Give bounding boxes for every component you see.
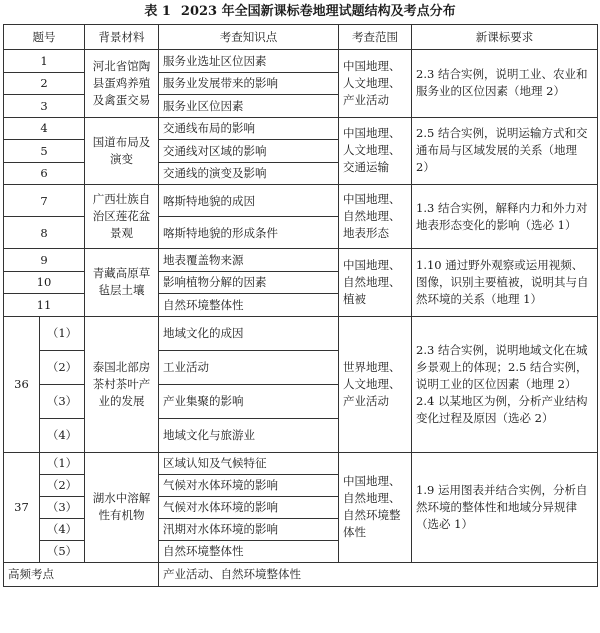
question-number: 3 bbox=[4, 95, 85, 118]
knowledge-point: 地域文化与旅游业 bbox=[159, 418, 339, 452]
header-number: 题号 bbox=[4, 25, 85, 50]
background-material: 湖水中溶解性有机物 bbox=[85, 452, 159, 562]
sub-question-number: （5） bbox=[40, 540, 85, 562]
table-row bbox=[4, 249, 598, 272]
question-number: 10 bbox=[4, 271, 85, 294]
curriculum-requirement bbox=[412, 316, 598, 452]
curriculum-requirement: 1.10 通过野外观察或运用视频、图像，识别主要植被，说明其与自然环境的关系（地理 1） bbox=[412, 249, 598, 317]
knowledge-point: 服务业发展带来的影响 bbox=[159, 72, 339, 95]
main-question-number: 37 bbox=[4, 452, 40, 562]
table-row bbox=[4, 50, 598, 73]
question-number: 9 bbox=[4, 249, 85, 272]
knowledge-point: 服务业选址区位因素 bbox=[159, 50, 339, 73]
table-caption bbox=[0, 0, 600, 24]
exam-scope: 世界地理、人文地理、产业活动 bbox=[339, 316, 412, 452]
sub-question-number: （1） bbox=[40, 452, 85, 474]
table-row bbox=[4, 117, 598, 140]
knowledge-point: 气候对水体环境的影响 bbox=[159, 496, 339, 518]
knowledge-point: 工业活动 bbox=[159, 350, 339, 384]
question-number: 4 bbox=[4, 117, 85, 140]
question-number: 2 bbox=[4, 72, 85, 95]
knowledge-point: 汛期对水体环境的影响 bbox=[159, 518, 339, 540]
sub-question-number: （3） bbox=[40, 496, 85, 518]
question-number: 6 bbox=[4, 162, 85, 185]
sub-question-number: （2） bbox=[40, 350, 85, 384]
knowledge-point: 交通线对区域的影响 bbox=[159, 140, 339, 163]
caption-label: 表 1 bbox=[144, 4, 171, 19]
sub-question-number: （4） bbox=[40, 518, 85, 540]
knowledge-point: 产业集聚的影响 bbox=[159, 384, 339, 418]
header-material: 背景材料 bbox=[85, 25, 159, 50]
footer-row bbox=[4, 562, 598, 586]
table-row bbox=[4, 316, 598, 350]
question-number: 11 bbox=[4, 294, 85, 317]
header-scope: 考查范围 bbox=[339, 25, 412, 50]
exam-structure-table bbox=[3, 24, 598, 587]
knowledge-point: 气候对水体环境的影响 bbox=[159, 474, 339, 496]
table-row bbox=[4, 452, 598, 474]
question-number: 8 bbox=[4, 217, 85, 249]
knowledge-point: 喀斯特地貌的形成条件 bbox=[159, 217, 339, 249]
question-number: 7 bbox=[4, 185, 85, 217]
exam-scope: 中国地理、自然地理、地表形态 bbox=[339, 185, 412, 249]
sub-question-number: （3） bbox=[40, 384, 85, 418]
curriculum-requirement: 1.3 结合实例，解释内力和外力对地表形态变化的影响（选必 1） bbox=[412, 185, 598, 249]
exam-scope: 中国地理、自然地理、植被 bbox=[339, 249, 412, 317]
background-material: 青藏高原草毡层土壤 bbox=[85, 249, 159, 317]
curriculum-requirement: 2.3 结合实例，说明工业、农业和服务业的区位因素（地理 2） bbox=[412, 50, 598, 118]
sub-question-number: （1） bbox=[40, 316, 85, 350]
sub-question-number: （2） bbox=[40, 474, 85, 496]
knowledge-point: 地域文化的成因 bbox=[159, 316, 339, 350]
main-question-number: 36 bbox=[4, 316, 40, 452]
knowledge-point: 区域认知及气候特征 bbox=[159, 452, 339, 474]
knowledge-point: 影响植物分解的因素 bbox=[159, 271, 339, 294]
knowledge-point: 服务业区位因素 bbox=[159, 95, 339, 118]
background-material: 国道布局及演变 bbox=[85, 117, 159, 185]
sub-question-number: （4） bbox=[40, 418, 85, 452]
exam-scope: 中国地理、自然地理、自然环境整体性 bbox=[339, 452, 412, 562]
knowledge-point: 地表覆盖物来源 bbox=[159, 249, 339, 272]
knowledge-point: 自然环境整体性 bbox=[159, 540, 339, 562]
requirement-part-1: 2.3 结合实例，说明地域文化在城乡景观上的体现；2.5 结合实例，说明工业的区位因素（地理 2） bbox=[416, 342, 588, 391]
curriculum-requirement: 2.5 结合实例，说明运输方式和交通布局与区域发展的关系（地理 2） bbox=[412, 117, 598, 185]
header-knowledge: 考查知识点 bbox=[159, 25, 339, 50]
header-requirement: 新课标要求 bbox=[412, 25, 598, 50]
footer-label: 高频考点 bbox=[4, 562, 159, 586]
knowledge-point: 交通线的演变及影响 bbox=[159, 162, 339, 185]
table-row bbox=[4, 185, 598, 217]
knowledge-point: 自然环境整体性 bbox=[159, 294, 339, 317]
background-material: 河北省馆陶县蛋鸡养殖及禽蛋交易 bbox=[85, 50, 159, 118]
knowledge-point: 交通线布局的影响 bbox=[159, 117, 339, 140]
header-row bbox=[4, 25, 598, 50]
exam-scope: 中国地理、人文地理、产业活动 bbox=[339, 50, 412, 118]
caption-title: 2023 年全国新课标卷地理试题结构及考点分布 bbox=[180, 4, 456, 19]
curriculum-requirement: 1.9 运用图表并结合实例，分析自然环境的整体性和地域分异规律（选必 1） bbox=[412, 452, 598, 562]
background-material: 广西壮族自治区莲花盆景观 bbox=[85, 185, 159, 249]
footer-value: 产业活动、自然环境整体性 bbox=[159, 562, 598, 586]
background-material: 泰国北部房茶村茶叶产业的发展 bbox=[85, 316, 159, 452]
knowledge-point: 喀斯特地貌的成因 bbox=[159, 185, 339, 217]
requirement-part-2: 2.4 以某地区为例，分析产业结构变化过程及原因（选必 2） bbox=[416, 393, 588, 425]
question-number: 1 bbox=[4, 50, 85, 73]
exam-scope: 中国地理、人文地理、交通运输 bbox=[339, 117, 412, 185]
question-number: 5 bbox=[4, 140, 85, 163]
